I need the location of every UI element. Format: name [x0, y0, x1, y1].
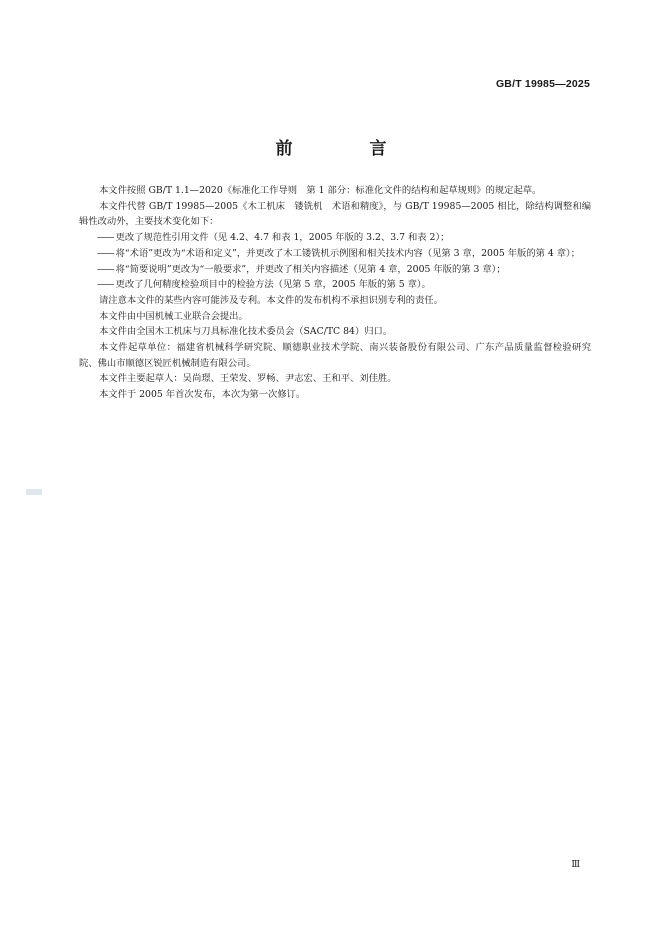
- dash-marker: ——: [97, 247, 114, 259]
- dash-marker: ——: [97, 263, 114, 275]
- paragraph-proposer: 本文件由中国机械工业联合会提出。: [99, 310, 248, 322]
- section-title: 前 言: [275, 139, 417, 159]
- paragraph-drafting-units: 本文件起草单位：福建省机械科学研究院、顺德职业技术学院、南兴装备股份有限公司、广东产品质量监督检验研究院、佛山市顺德区锐匠机械制造有限公司。: [79, 342, 591, 369]
- change-item: [79, 262, 591, 278]
- change-item: [79, 246, 591, 262]
- change-item-text: 更改了几何精度检验项目中的检验方法（见第 5 章，2005 年版的第 5 章）。: [115, 279, 431, 291]
- paragraph-publication-history: 本文件于 2005 年首次发布，本次为第一次修订。: [99, 389, 306, 401]
- page-number: Ⅲ: [571, 860, 580, 870]
- dash-marker: ——: [97, 232, 114, 244]
- change-item-text: 将“术语”更改为“术语和定义”，并更改了木工镂铣机示例图和相关技术内容（见第 3 章，2005 年版的第 4 章）；: [115, 247, 580, 259]
- change-item-text: 将“简要说明”更改为“一般要求”，并更改了相关内容描述（见第 4 章，2005 年版的第 3 章）；: [115, 263, 506, 275]
- dash-marker: ——: [97, 279, 114, 291]
- change-item: [79, 277, 591, 293]
- change-item-text: 更改了规范性引用文件（见 4.2、4.7 和表 1，2005 年版的 3.2、3.7 和表 2）；: [115, 232, 450, 244]
- change-item: [79, 230, 591, 246]
- foreword-body: [79, 183, 591, 403]
- paragraph-replacement: 本文件代替 GB/T 19985—2005《木工机床 镂铣机 术语和精度》，与 GB/T 19985—2005 相比，除结构调整和编辑性改动外，主要技术变化如下：: [79, 200, 591, 228]
- watermark-stamp: [26, 489, 42, 495]
- paragraph-drafters: 本文件主要起草人：吴尚璟、王荣发、罗畅、尹志宏、王和平、刘佳胜。: [99, 373, 397, 385]
- standard-code: GB/T 19985—2025: [495, 78, 590, 90]
- paragraph-patent-notice: 请注意本文件的某些内容可能涉及专利。本文件的发布机构不承担识别专利的责任。: [99, 294, 443, 306]
- paragraph-drafting-rules: 本文件按照 GB/T 1.1—2020《标准化工作导则 第 1 部分：标准化文件的结构和起草规则》的规定起草。: [99, 185, 542, 196]
- paragraph-committee: 本文件由全国木工机床与刀具标准化技术委员会（SAC/TC 84）归口。: [99, 326, 393, 338]
